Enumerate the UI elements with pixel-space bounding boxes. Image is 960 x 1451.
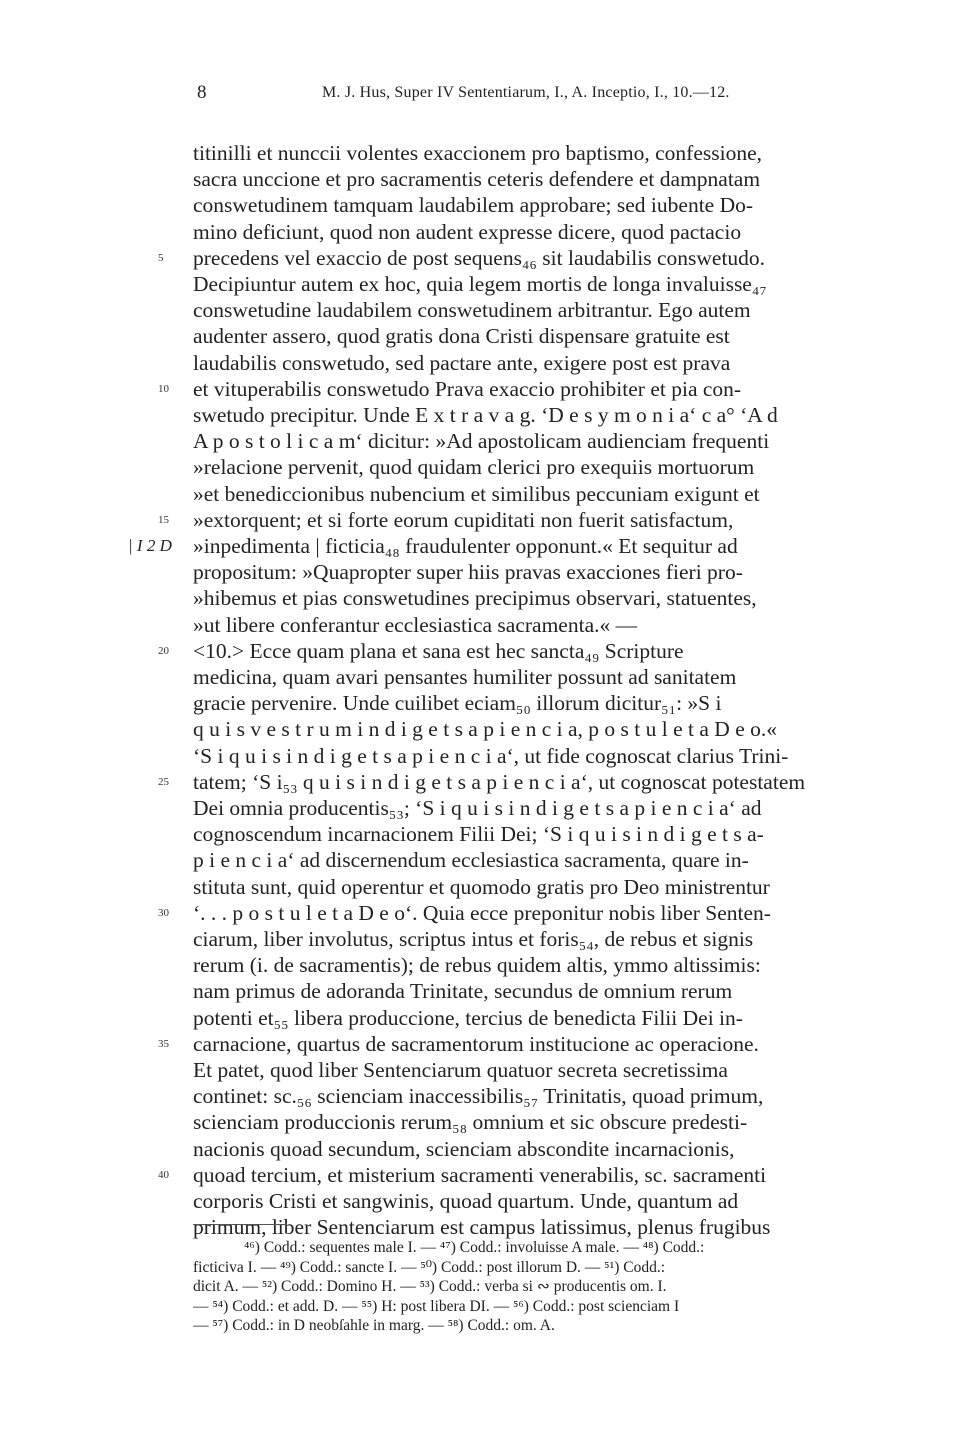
text-line: p i e n c i a‘ ad discernendum ecclesiastica sacramenta, quare in-: [193, 848, 749, 873]
line-number: 20: [158, 644, 169, 657]
page-number: 8: [197, 82, 207, 103]
text-line: »ut libere conferantur ecclesiastica sacramenta.« —: [193, 612, 638, 637]
text-line: ‘. . . p o s t u l e t a D e o‘. Quia ecce preponitur nobis liber Senten-: [193, 900, 771, 925]
text-line: swetudo precipitur. Unde E x t r a v a g. ‘D e s y m o n i a‘ c a° ‘A d: [193, 403, 778, 427]
text-line: Decipiuntur autem ex hoc, quia legem mortis de longa invaluisse₄₇: [193, 272, 767, 296]
text-line: »inpedimenta | ficticia₄₈ fraudulenter opponunt.« Et sequitur ad: [193, 534, 738, 558]
text-line: carnacione, quartus de sacramentorum institucione ac operacione.: [193, 1031, 759, 1056]
text-line: stituta sunt, quid operentur et quomodo gratis pro Deo ministrentur: [193, 874, 770, 899]
text-line: »relacione pervenit, quod quidam clerici pro exequiis mortuorum: [193, 455, 755, 480]
page-header: [0, 82, 960, 110]
text-line: corporis Cristi et sangwinis, quoad quartum. Unde, quantum ad: [193, 1189, 739, 1213]
text-line: Dei omnia producentis₅₃; ‘S i q u i s i n d i g e t s a p i e n c i a‘ ad: [193, 796, 762, 820]
text-line: scienciam produccionis rerum₅₈ omnium et sic obscure predesti-: [193, 1110, 748, 1135]
text-line: conswetudinem tamquam laudabilem approbare; sed iubente Do-: [193, 193, 754, 218]
text-line: primum, liber Sentenciarum est campus latissimus, plenus frugibus: [193, 1215, 771, 1240]
text-line: »extorquent; et si forte eorum cupiditati non fuerit satisfactum,: [193, 507, 734, 532]
line-number: 25: [158, 775, 169, 788]
line-number: 35: [158, 1037, 169, 1050]
text-line: sacra unccione et pro sacramentis ceteris defendere et dampnatam: [193, 167, 761, 192]
text-line: cognoscendum incarnacionem Filii Dei; ‘S i q u i s i n d i g e t s a-: [193, 822, 764, 847]
text-line: ciarum, liber involutus, scriptus intus et foris₅₄, de rebus et signis: [193, 927, 754, 951]
line-number: 5: [158, 251, 164, 264]
text-line: continet: sc.₅₆ scienciam inaccessibilis₅₇ Trinitatis, quoad primum,: [193, 1084, 764, 1109]
text-line: laudabilis conswetudo, sed pactare ante, exigere post est prava: [193, 350, 731, 375]
margin-mark: | I 2 D: [128, 536, 172, 555]
text-line: nam primus de adoranda Trinitate, secundus de omnium rerum: [193, 979, 733, 1004]
line-number: 10: [158, 382, 169, 395]
line-number: 30: [158, 906, 169, 919]
text-line: potenti et₅₅ libera produccione, tercius de benedicta Filii Dei in-: [193, 1005, 743, 1030]
text-line: Et patet, quod liber Sentenciarum quatuor secreta secretissima: [193, 1058, 728, 1082]
text-line: mino deficiunt, quod non audent expresse dicere, quod pactacio: [193, 219, 742, 244]
text-line: ‘S i q u i s i n d i g e t s a p i e n c i a‘, ut fide cognoscat clarius Trini-: [193, 743, 789, 768]
text-line: titinilli et nunccii volentes exaccionem pro baptismo, confessione,: [193, 141, 763, 165]
text-line: propositum: »Quapropter super hiis pravas exacciones fieri pro-: [193, 560, 743, 585]
text-line: <10.> Ecce quam plana et sana est hec sancta₄₉ Scripture: [193, 638, 684, 663]
text-line: medicina, quam avari pensantes humiliter possunt ad sanitatem: [193, 665, 737, 689]
footnote-rule: [193, 1224, 287, 1225]
line-number: 15: [158, 513, 169, 526]
footnote-line: ficticiva I. — ⁴⁹) Codd.: sancte I. — ⁵⁰) Codd.: post illorum D. — ⁵¹) Codd.:: [193, 1258, 666, 1276]
text-line: nacionis quoad secundum, scienciam abscondite incarnacionis,: [193, 1136, 735, 1161]
text-line: conswetudine laudabilem conswetudinem arbitrantur. Ego autem: [193, 298, 751, 323]
line-number: 40: [158, 1168, 169, 1181]
text-line: gracie pervenire. Unde cuilibet eciam₅₀ illorum dicitur₅₁: »S i: [193, 691, 722, 716]
footnote-line: dicit A. — ⁵²) Codd.: Domino H. — ⁵³) Codd.: verba si ∾ producentis om. I.: [193, 1278, 667, 1295]
text-line: »hibemus et pias conswetudines precipimus observari, statuentes,: [193, 586, 757, 611]
text-line: quoad tercium, et misterium sacramenti venerabilis, sc. sacramenti: [193, 1162, 767, 1187]
running-title: M. J. Hus, Super IV Sententiarum, I., A. Inceptio, I., 10.—12.: [322, 84, 730, 101]
text-line: rerum (i. de sacramentis); de rebus quidem altis, ymmo altissimis:: [193, 953, 761, 978]
text-line: tatem; ‘S i₅₃ q u i s i n d i g e t s a p i e n c i a‘, ut cognoscat potestatem: [193, 769, 806, 794]
text-line: »et benediccionibus nubencium et similibus peccuniam exigunt et: [193, 481, 760, 506]
text-line: precedens vel exaccio de post sequens₄₆ sit laudabilis conswetudo.: [193, 245, 766, 270]
footnote-line: — ⁵⁴) Codd.: et add. D. — ⁵⁵) H: post libera DI. — ⁵⁶) Codd.: post scienciam I: [193, 1297, 680, 1315]
text-line: et vituperabilis conswetudo Prava exaccio prohibiter et pia con-: [193, 376, 742, 401]
text-line: audenter assero, quod gratis dona Cristi dispensare gratuite est: [193, 324, 730, 349]
text-line: A p o s t o l i c a m‘ dicitur: »Ad apostolicam audienciam frequenti: [193, 429, 770, 454]
footnote-line: ⁴⁶) Codd.: sequentes male I. — ⁴⁷) Codd.: involuisse A male. — ⁴⁸) Codd.:: [244, 1239, 705, 1256]
text-line: q u i s v e s t r u m i n d i g e t s a p i e n c i a, p o s t u l e t a D e o.«: [193, 717, 777, 742]
footnote-line: — ⁵⁷) Codd.: in D neobſahle in marg. — ⁵⁸) Codd.: om. A.: [193, 1317, 555, 1334]
